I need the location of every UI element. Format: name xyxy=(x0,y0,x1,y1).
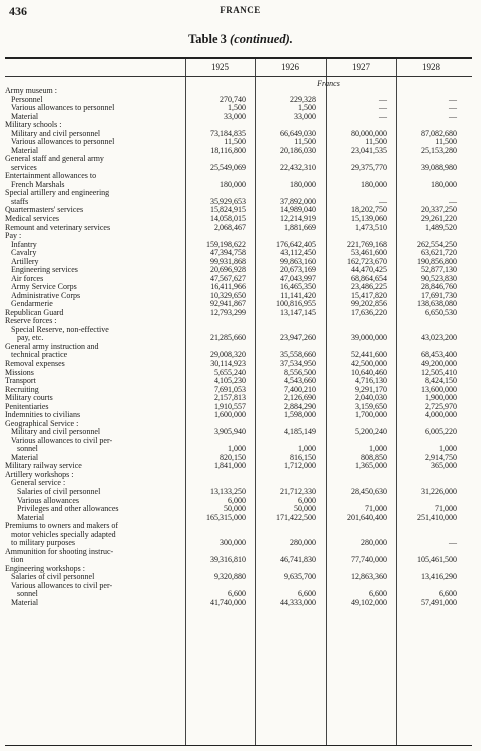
year-header-1927: 1927 xyxy=(352,62,370,72)
cell-1927: 80,000,000 xyxy=(351,128,387,138)
row-label: Military schools : xyxy=(5,121,62,130)
row-label: sonnel xyxy=(17,445,38,454)
cell-1927: 5,200,240 xyxy=(355,427,387,437)
cell-1925: 820,150 xyxy=(220,452,246,462)
row-label: Various allowances to personnel xyxy=(11,104,115,113)
table-body xyxy=(5,87,472,607)
budget-table xyxy=(5,57,472,746)
row-label: Material xyxy=(11,598,39,607)
row-label: Penitentiaries xyxy=(5,402,49,411)
row-label: Various allowances to civil per- xyxy=(11,581,113,590)
table-row xyxy=(5,224,472,233)
cell-1928: 28,846,760 xyxy=(421,282,457,292)
cell-1925: 35,929,653 xyxy=(210,196,246,206)
cell-1927: 221,769,168 xyxy=(347,239,387,249)
cell-1928: 63,621,720 xyxy=(421,248,457,258)
row-label: General service : xyxy=(11,479,66,488)
cell-1928: 17,691,730 xyxy=(421,290,457,300)
cell-1927: 1,473,510 xyxy=(355,222,387,232)
cell-1925: 11,500 xyxy=(224,137,246,147)
cell-1927: 280,000 xyxy=(361,538,387,548)
cell-1927: 1,365,000 xyxy=(355,461,387,471)
table-row xyxy=(5,599,472,608)
row-label: Engineering services xyxy=(11,266,78,275)
row-label: staffs xyxy=(11,197,29,206)
cell-1927: 9,291,170 xyxy=(355,384,387,394)
cell-1925: 9,320,880 xyxy=(214,572,246,582)
page-number: 436 xyxy=(9,4,27,18)
cell-1927: 42,500,000 xyxy=(351,359,387,368)
year-header-1926: 1926 xyxy=(281,62,299,72)
cell-1928: — xyxy=(449,111,457,121)
table-row xyxy=(5,573,472,582)
cell-1925: 7,691,053 xyxy=(214,384,246,394)
cell-1927: 71,000 xyxy=(365,504,387,514)
row-label: Army museum : xyxy=(5,87,57,95)
running-head: FRANCE xyxy=(220,5,261,15)
row-label: Privileges and other allowances xyxy=(17,505,119,514)
cell-1926: 23,947,260 xyxy=(280,333,316,343)
cell-1926: 13,147,145 xyxy=(280,307,316,317)
cell-1925: 41,740,000 xyxy=(210,597,246,607)
row-label: Army Service Corps xyxy=(11,283,77,292)
cell-1927: 12,863,360 xyxy=(351,572,387,582)
table-title-suffix: (continued). xyxy=(230,32,293,46)
row-label: Pay : xyxy=(5,232,22,241)
cell-1928: 365,000 xyxy=(431,461,457,471)
row-label: Indemnities to civilians xyxy=(5,411,81,420)
cell-1925: 10,329,650 xyxy=(210,290,246,300)
cell-1928: 49,200,000 xyxy=(421,359,457,368)
cell-1926: 11,141,420 xyxy=(280,290,316,300)
cell-1925: 2,157,813 xyxy=(214,393,246,403)
cell-1925: 29,008,320 xyxy=(210,350,246,360)
cell-1925: 47,394,758 xyxy=(210,248,246,258)
cell-1926: 46,741,830 xyxy=(280,555,316,565)
table-row xyxy=(5,113,472,122)
cell-1926: 9,635,700 xyxy=(284,572,316,582)
cell-1926: 20,673,169 xyxy=(280,265,316,275)
cell-1926: 20,186,030 xyxy=(280,145,316,155)
table-row xyxy=(5,411,472,420)
cell-1926: 11,500 xyxy=(294,137,316,147)
table-row xyxy=(5,317,472,326)
cell-1925: 180,000 xyxy=(220,179,246,189)
cell-1928: 39,088,980 xyxy=(421,162,457,172)
row-label: General army instruction and xyxy=(5,342,99,351)
table-row xyxy=(5,164,472,173)
table-row xyxy=(5,514,472,523)
cell-1926: 4,543,660 xyxy=(284,376,316,386)
cell-1927: 3,159,650 xyxy=(355,401,387,411)
cell-1925: 6,000 xyxy=(228,495,246,505)
row-label: Artillery xyxy=(11,257,39,266)
cell-1925: 73,184,835 xyxy=(210,128,246,138)
cell-1928: — xyxy=(449,538,457,548)
row-label: Reserve forces : xyxy=(5,317,57,326)
cell-1925: 21,285,660 xyxy=(210,333,246,343)
cell-1926: 16,465,350 xyxy=(280,282,316,292)
row-label: Military railway service xyxy=(5,462,82,471)
cell-1925: 33,000 xyxy=(224,111,246,121)
row-label: Material xyxy=(11,146,39,155)
cell-1928: 87,082,680 xyxy=(421,128,457,138)
cell-1926: 66,649,030 xyxy=(280,128,316,138)
cell-1928: 6,600 xyxy=(439,589,457,599)
table-row xyxy=(5,181,472,190)
table-row xyxy=(5,556,472,565)
table-row xyxy=(5,462,472,471)
row-label: pay, etc. xyxy=(17,334,44,343)
row-label: Military and civil personnel xyxy=(11,428,101,437)
row-label: Administrative Corps xyxy=(11,291,81,300)
cell-1926: 8,556,500 xyxy=(284,367,316,377)
cell-1927: 11,500 xyxy=(365,137,387,147)
cell-1928: — xyxy=(449,94,457,104)
cell-1927: 49,102,000 xyxy=(351,597,387,607)
cell-1925: 4,105,230 xyxy=(214,376,246,386)
cell-1926: 1,598,000 xyxy=(284,410,316,420)
cell-1928: 6,650,530 xyxy=(425,307,457,317)
row-label: Air forces xyxy=(11,274,44,283)
cell-1925: 1,500 xyxy=(228,103,246,113)
cell-1925: 1,600,000 xyxy=(214,410,246,420)
cell-1925: 14,058,015 xyxy=(210,213,246,223)
row-label: Transport xyxy=(5,377,36,386)
cell-1927: 18,202,750 xyxy=(351,205,387,215)
cell-1925: 16,411,966 xyxy=(210,282,246,292)
cell-1926: 4,185,149 xyxy=(284,427,316,437)
cell-1926: 37,892,000 xyxy=(280,196,316,206)
cell-1927: 44,470,425 xyxy=(351,265,387,275)
cell-1927: 39,000,000 xyxy=(351,333,387,343)
cell-1928: 180,000 xyxy=(431,179,457,189)
cell-1928: 1,489,520 xyxy=(425,222,457,232)
cell-1927: 6,600 xyxy=(369,589,387,599)
cell-1928: 12,505,410 xyxy=(421,367,457,377)
cell-1926: 1,881,669 xyxy=(284,222,316,232)
cell-1926: 6,600 xyxy=(298,589,316,599)
cell-1925: 270,740 xyxy=(220,94,246,104)
cell-1927: 808,850 xyxy=(361,452,387,462)
cell-1928: 25,153,280 xyxy=(421,145,457,155)
cell-1925: 39,316,810 xyxy=(210,555,246,565)
cell-1928: 57,491,000 xyxy=(421,597,457,607)
cell-1928: 251,410,000 xyxy=(417,512,457,522)
cell-1928: 43,023,200 xyxy=(421,333,457,343)
cell-1926: 50,000 xyxy=(294,504,316,514)
cell-1926: 100,816,955 xyxy=(276,299,316,309)
cell-1925: 5,655,240 xyxy=(214,367,246,377)
cell-1926: 37,534,950 xyxy=(280,359,316,368)
cell-1926: 22,432,310 xyxy=(280,162,316,172)
row-label: technical practice xyxy=(11,351,68,360)
cell-1926: 35,558,660 xyxy=(280,350,316,360)
table-row xyxy=(5,334,472,343)
cell-1925: 15,824,915 xyxy=(210,205,246,215)
table-header xyxy=(5,59,472,77)
row-label: Artillery workshops : xyxy=(5,470,74,479)
cell-1927: 1,700,000 xyxy=(355,410,387,420)
cell-1926: 1,500 xyxy=(298,103,316,113)
cell-1926: 2,126,690 xyxy=(284,393,316,403)
cell-1928: 71,000 xyxy=(435,504,457,514)
cell-1927: 201,640,400 xyxy=(347,512,387,522)
table-row xyxy=(5,471,472,480)
row-label: services xyxy=(11,163,37,172)
cell-1928: — xyxy=(449,196,457,206)
row-label: sonnel xyxy=(17,590,38,599)
row-label: Various allowances xyxy=(17,496,79,505)
row-label: Quartermasters' services xyxy=(5,206,84,215)
cell-1926: 180,000 xyxy=(290,179,316,189)
row-label: tion xyxy=(11,556,24,565)
cell-1925: 12,793,299 xyxy=(210,307,246,317)
row-label: Salaries of civil personnel xyxy=(17,487,101,496)
row-label: to military purposes xyxy=(11,539,75,548)
row-label: Recruiting xyxy=(5,385,39,394)
cell-1928: — xyxy=(449,103,457,113)
row-label: French Marshals xyxy=(11,180,65,189)
cell-1927: 68,864,654 xyxy=(351,273,387,283)
cell-1926: 43,112,450 xyxy=(280,248,316,258)
cell-1927: 15,139,060 xyxy=(351,213,387,223)
row-label: Entertainment allowances to xyxy=(5,172,97,181)
cell-1927: 77,740,000 xyxy=(351,555,387,565)
cell-1925: 92,941,867 xyxy=(210,299,246,309)
row-label: Various allowances to personnel xyxy=(11,138,115,147)
table-row xyxy=(5,309,472,318)
row-label: Material xyxy=(11,112,39,121)
cell-1928: 6,005,220 xyxy=(425,427,457,437)
cell-1928: 2,725,970 xyxy=(425,401,457,411)
cell-1928: 68,453,400 xyxy=(421,350,457,360)
row-label: Engineering workshops : xyxy=(5,564,85,573)
cell-1925: 50,000 xyxy=(224,504,246,514)
row-label: Military courts xyxy=(5,394,53,403)
cell-1928: 2,914,750 xyxy=(425,452,457,462)
year-header-1925: 1925 xyxy=(211,62,229,72)
cell-1928: 105,461,500 xyxy=(417,555,457,565)
cell-1927: 180,000 xyxy=(361,179,387,189)
cell-1927: — xyxy=(379,111,387,121)
table-row xyxy=(5,522,472,531)
cell-1926: 47,043,997 xyxy=(280,273,316,283)
cell-1928: 90,523,830 xyxy=(421,273,457,283)
cell-1925: 30,114,923 xyxy=(210,359,246,368)
unit-label: Francs xyxy=(317,79,340,88)
cell-1927: 4,716,130 xyxy=(355,376,387,386)
cell-1927: 28,450,630 xyxy=(351,486,387,496)
cell-1926: 7,400,210 xyxy=(284,384,316,394)
cell-1927: 162,723,670 xyxy=(347,256,387,266)
row-label: Material xyxy=(11,453,39,462)
row-label: Military and civil personnel xyxy=(11,129,101,138)
cell-1928: 11,500 xyxy=(435,137,457,147)
cell-1927: 1,000 xyxy=(369,444,387,454)
cell-1928: 31,226,000 xyxy=(421,486,457,496)
cell-1925: 18,116,800 xyxy=(210,145,246,155)
cell-1926: 176,642,405 xyxy=(276,239,316,249)
cell-1925: 165,315,000 xyxy=(206,512,246,522)
row-label: motor vehicles specially adapted xyxy=(11,530,116,539)
row-label: Personnel xyxy=(11,95,43,104)
table-row xyxy=(5,147,472,156)
cell-1927: — xyxy=(379,94,387,104)
cell-1927: 15,417,820 xyxy=(351,290,387,300)
cell-1928: 13,600,000 xyxy=(421,384,457,394)
table-title-prefix: Table 3 xyxy=(188,32,227,46)
row-label: Premiums to owners and makers of xyxy=(5,522,119,531)
cell-1926: 21,712,330 xyxy=(280,486,316,496)
cell-1926: 33,000 xyxy=(294,111,316,121)
cell-1925: 3,905,940 xyxy=(214,427,246,437)
row-label: Infantry xyxy=(11,240,37,249)
row-label: Gendarmerie xyxy=(11,300,53,309)
cell-1925: 99,931,868 xyxy=(210,256,246,266)
cell-1926: 6,000 xyxy=(298,495,316,505)
cell-1926: 14,989,040 xyxy=(280,205,316,215)
cell-1925: 1,841,000 xyxy=(214,461,246,471)
cell-1926: 171,422,500 xyxy=(276,512,316,522)
row-label: Ammunition for shooting instruc- xyxy=(5,547,114,556)
row-label: Material xyxy=(17,513,45,522)
cell-1928: 8,424,150 xyxy=(425,376,457,386)
cell-1925: 47,567,627 xyxy=(210,273,246,283)
cell-1926: 44,333,000 xyxy=(280,597,316,607)
cell-1928: 52,877,130 xyxy=(421,265,457,275)
cell-1927: 10,640,460 xyxy=(351,367,387,377)
cell-1927: 23,486,225 xyxy=(351,282,387,292)
cell-1926: 1,000 xyxy=(298,444,316,454)
cell-1925: 25,549,069 xyxy=(210,162,246,172)
row-label: Salaries of civil personnel xyxy=(11,573,95,582)
year-header-1928: 1928 xyxy=(422,62,440,72)
cell-1927: 99,202,856 xyxy=(351,299,387,309)
cell-1926: 12,214,919 xyxy=(280,213,316,223)
row-label: Various allowances to civil per- xyxy=(11,436,113,445)
cell-1928: 13,416,290 xyxy=(421,572,457,582)
cell-1926: 2,884,290 xyxy=(284,401,316,411)
row-label: General staff and general army xyxy=(5,155,104,164)
row-label: Missions xyxy=(5,368,34,377)
cell-1926: 99,863,160 xyxy=(280,256,316,266)
cell-1926: 229,328 xyxy=(290,94,316,104)
cell-1926: 816,150 xyxy=(290,452,316,462)
row-label: Special Reserve, non-effective xyxy=(11,325,109,334)
cell-1927: 17,636,220 xyxy=(351,307,387,317)
cell-1928: 20,337,250 xyxy=(421,205,457,215)
cell-1926: 1,712,000 xyxy=(284,461,316,471)
cell-1927: 2,040,030 xyxy=(355,393,387,403)
cell-1927: 23,041,535 xyxy=(351,145,387,155)
cell-1926: 280,000 xyxy=(290,538,316,548)
cell-1927: — xyxy=(379,196,387,206)
table-row xyxy=(5,539,472,548)
cell-1928: 190,856,800 xyxy=(417,256,457,266)
row-label: Medical services xyxy=(5,214,59,223)
cell-1925: 1,910,557 xyxy=(214,401,246,411)
cell-1928: 1,000 xyxy=(439,444,457,454)
row-label: Removal expenses xyxy=(5,360,65,368)
cell-1928: 262,554,250 xyxy=(417,239,457,249)
cell-1925: 20,696,928 xyxy=(210,265,246,275)
cell-1925: 300,000 xyxy=(220,538,246,548)
row-label: Cavalry xyxy=(11,249,37,258)
table-row xyxy=(5,428,472,437)
cell-1925: 1,000 xyxy=(228,444,246,454)
cell-1927: 29,375,770 xyxy=(351,162,387,172)
cell-1927: 53,461,600 xyxy=(351,248,387,258)
cell-1927: — xyxy=(379,103,387,113)
cell-1927: 52,441,600 xyxy=(351,350,387,360)
cell-1925: 159,198,622 xyxy=(206,239,246,249)
row-label: Geographical Service : xyxy=(5,419,79,428)
row-label: Remount and veterinary services xyxy=(5,223,111,232)
row-label: Republican Guard xyxy=(5,308,64,317)
cell-1925: 6,600 xyxy=(228,589,246,599)
cell-1928: 138,638,080 xyxy=(417,299,457,309)
cell-1925: 13,133,250 xyxy=(210,486,246,496)
row-label: Special artillery and engineering xyxy=(5,189,110,198)
cell-1928: 29,261,220 xyxy=(421,213,457,223)
table-title xyxy=(0,32,481,47)
cell-1928: 1,900,000 xyxy=(425,393,457,403)
cell-1928: 4,000,000 xyxy=(425,410,457,420)
cell-1925: 2,068,467 xyxy=(214,222,246,232)
